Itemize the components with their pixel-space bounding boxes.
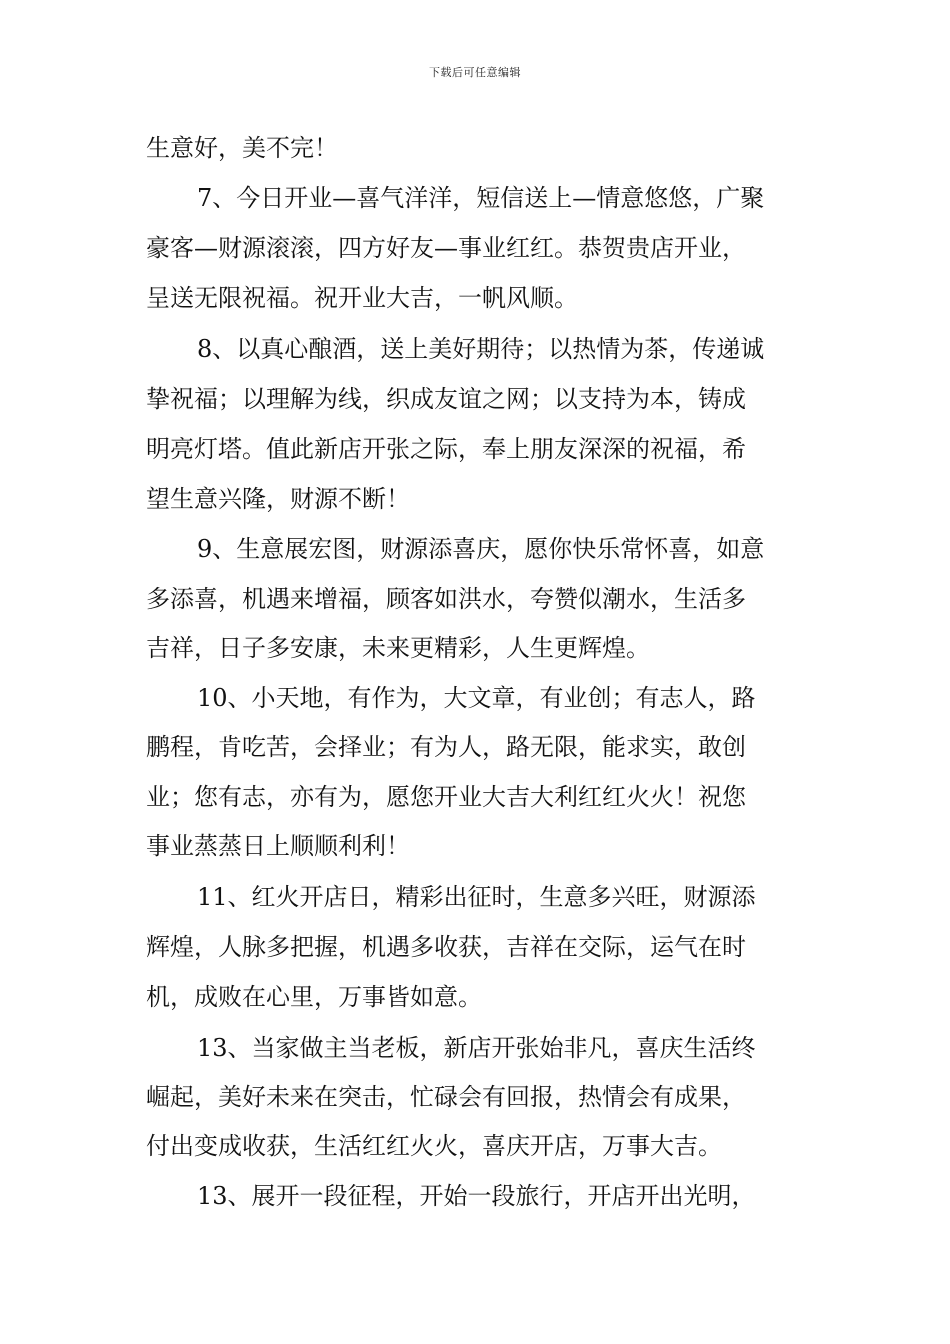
paragraph-13a-line-1: 13、当家做主当老板，新店开张始非凡，喜庆生活终 bbox=[197, 1034, 756, 1062]
text-line: 豪客—财源滚滚，四方好友—事业红红。恭贺贵店开业， bbox=[146, 234, 746, 262]
text-line: 望生意兴隆，财源不断！ bbox=[146, 485, 410, 513]
text-line: 多添喜，机遇来增福，顾客如洪水，夸赞似潮水，生活多 bbox=[146, 585, 746, 613]
text-line: 辉煌，人脉多把握，机遇多收获，吉祥在交际，运气在时 bbox=[146, 933, 746, 961]
text-line: 业；您有志，亦有为，愿您开业大吉大利红红火火！祝您 bbox=[146, 783, 746, 811]
text-line: 明亮灯塔。值此新店开张之际，奉上朋友深深的祝福，希 bbox=[146, 435, 746, 463]
paragraph-7-line-1: 7、今日开业—喜气洋洋，短信送上—情意悠悠，广聚 bbox=[197, 184, 765, 212]
text-line: 事业蒸蒸日上顺顺利利！ bbox=[146, 832, 410, 860]
paragraph-10-line-1: 10、小天地，有作为，大文章，有业创；有志人，路 bbox=[197, 684, 756, 712]
paragraph-9-line-1: 9、生意展宏图，财源添喜庆，愿你快乐常怀喜，如意 bbox=[197, 535, 765, 563]
page-header: 下载后可任意编辑 bbox=[429, 66, 521, 79]
text-line: 吉祥，日子多安康，未来更精彩，人生更辉煌。 bbox=[146, 634, 650, 662]
paragraph-8-line-1: 8、以真心酿酒，送上美好期待；以热情为茶，传递诚 bbox=[197, 335, 765, 363]
paragraph-13b-line-1: 13、展开一段征程，开始一段旅行，开店开出光明， bbox=[197, 1182, 756, 1210]
text-line: 鹏程，肯吃苦，会择业；有为人，路无限，能求实，敢创 bbox=[146, 733, 746, 761]
text-line: 付出变成收获，生活红红火火，喜庆开店，万事大吉。 bbox=[146, 1132, 722, 1160]
text-line: 呈送无限祝福。祝开业大吉，一帆风顺。 bbox=[146, 284, 578, 312]
text-line: 崛起，美好未来在突击，忙碌会有回报，热情会有成果， bbox=[146, 1083, 746, 1111]
paragraph-11-line-1: 11、红火开店日，精彩出征时，生意多兴旺，财源添 bbox=[197, 883, 756, 911]
text-line: 生意好，美不完！ bbox=[146, 134, 338, 162]
text-line: 挚祝福；以理解为线，织成友谊之网；以支持为本，铸成 bbox=[146, 385, 746, 413]
text-line: 机，成败在心里，万事皆如意。 bbox=[146, 983, 482, 1011]
